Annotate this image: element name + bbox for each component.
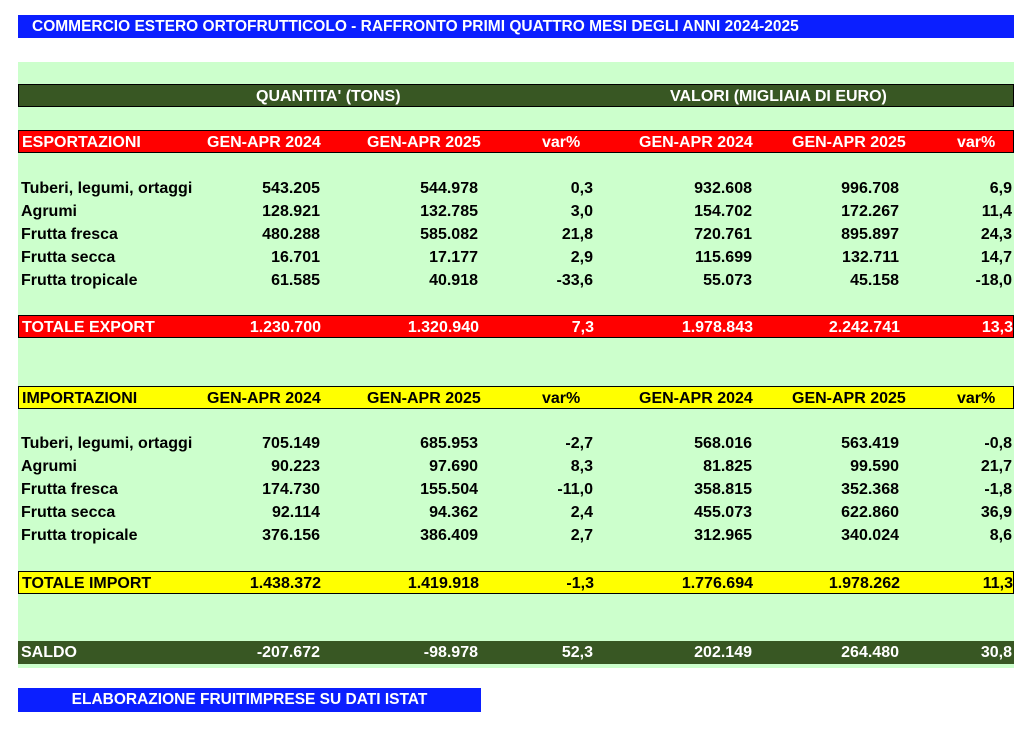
import-section-label: IMPORTAZIONI [22,390,138,407]
cell-q25: 17.177 [429,249,478,266]
row-label: Tuberi, legumi, ortaggi [21,435,193,452]
quantita-group-header: QUANTITA' (TONS) [256,88,401,105]
cell-v24: 115.699 [695,249,752,266]
table-row [18,432,1014,455]
col-header-vvar: var% [957,390,996,407]
col-header-qvar: var% [542,390,581,407]
col-header-v24: GEN-APR 2024 [639,390,753,407]
cell-vvar: 8,6 [989,527,1012,544]
cell-q25: 685.953 [420,435,478,452]
source-footer: ELABORAZIONE FRUITIMPRESE SU DATI ISTAT [18,688,481,712]
cell-vvar: -18,0 [975,272,1012,289]
import-header-row [18,386,1014,409]
cell-v24: 932.608 [694,180,752,197]
cell-qvar: 2,4 [570,504,593,521]
cell-v25: 895.897 [841,226,899,243]
row-label: Tuberi, legumi, ortaggi [21,180,193,197]
row-label: SALDO [21,644,77,661]
table-row [18,223,1014,246]
cell-v25: 172.267 [841,203,899,220]
col-header-v24: GEN-APR 2024 [639,134,753,151]
cell-qvar: -1,3 [566,575,594,592]
cell-q24: 61.585 [271,272,320,289]
table-row [18,455,1014,478]
cell-q24: 705.149 [262,435,320,452]
cell-v25: 264.480 [841,644,899,661]
col-header-q24: GEN-APR 2024 [207,134,321,151]
cell-qvar: -11,0 [557,481,593,498]
cell-v24: 202.149 [694,644,752,661]
cell-qvar: 7,3 [571,319,594,336]
cell-vvar: 6,9 [989,180,1012,197]
col-header-vvar: var% [957,134,996,151]
cell-q25: 1.419.918 [407,575,479,592]
cell-v25: 622.860 [841,504,899,521]
row-label: Frutta secca [21,249,116,266]
cell-q25: 386.409 [420,527,478,544]
cell-v25: 99.590 [850,458,899,475]
export-section-label: ESPORTAZIONI [22,134,141,151]
table-row [18,200,1014,223]
cell-q25: 40.918 [429,272,478,289]
cell-vvar: 24,3 [980,226,1012,243]
cell-v25: 352.368 [841,481,899,498]
cell-v25: 132.711 [842,249,899,266]
cell-q25: -98.978 [423,644,478,661]
cell-qvar: -2,7 [565,435,593,452]
cell-qvar: 2,9 [570,249,593,266]
cell-v24: 1.978.843 [681,319,753,336]
table-row [18,246,1014,269]
cell-q24: -207.672 [256,644,320,661]
export-header-row [18,130,1014,153]
cell-vvar: -0,8 [984,435,1012,452]
cell-q24: 90.223 [271,458,320,475]
cell-v25: 2.242.741 [828,319,900,336]
col-header-v25: GEN-APR 2025 [792,134,906,151]
cell-v24: 1.776.694 [681,575,753,592]
cell-qvar: 0,3 [570,180,593,197]
cell-v24: 312.965 [694,527,752,544]
group-header-row [18,84,1014,107]
cell-q24: 1.230.700 [249,319,321,336]
cell-qvar: 2,7 [570,527,593,544]
export-total-row [18,315,1014,338]
col-header-v25: GEN-APR 2025 [792,390,906,407]
cell-vvar: 36,9 [980,504,1012,521]
table-row [18,478,1014,501]
cell-v25: 340.024 [841,527,899,544]
cell-v25: 1.978.262 [828,575,900,592]
col-header-q24: GEN-APR 2024 [207,390,321,407]
cell-q24: 92.114 [271,504,320,521]
cell-v24: 154.702 [694,203,752,220]
cell-qvar: 52,3 [561,644,593,661]
cell-v24: 81.825 [703,458,752,475]
row-label: Frutta tropicale [21,527,138,544]
cell-v24: 455.073 [694,504,752,521]
row-label: TOTALE EXPORT [22,319,155,336]
cell-q24: 480.288 [262,226,320,243]
report-title: COMMERCIO ESTERO ORTOFRUTTICOLO - RAFFRONTO PRIMI QUATTRO MESI DEGLI ANNI 2024-2025 [18,15,1014,38]
cell-q25: 544.978 [420,180,478,197]
row-label: Frutta tropicale [21,272,138,289]
cell-vvar: 11,4 [981,203,1012,220]
cell-qvar: 3,0 [570,203,593,220]
cell-v24: 720.761 [694,226,752,243]
row-label: TOTALE IMPORT [22,575,152,592]
cell-qvar: 21,8 [561,226,593,243]
cell-vvar: 21,7 [980,458,1012,475]
cell-v25: 45.158 [850,272,899,289]
col-header-qvar: var% [542,134,581,151]
cell-v25: 996.708 [841,180,899,197]
cell-vvar: 11,3 [982,575,1013,592]
cell-vvar: 13,3 [981,319,1013,336]
import-total-row [18,571,1014,594]
row-label: Frutta fresca [21,481,118,498]
row-label: Frutta secca [21,504,116,521]
table-row [18,269,1014,292]
saldo-row [18,641,1014,664]
cell-v24: 358.815 [694,481,752,498]
cell-q25: 97.690 [429,458,478,475]
cell-q24: 16.701 [271,249,320,266]
valori-group-header: VALORI (MIGLIAIA DI EURO) [670,88,887,105]
row-label: Agrumi [21,203,77,220]
cell-q24: 174.730 [262,481,320,498]
cell-qvar: -33,6 [556,272,593,289]
cell-q24: 1.438.372 [249,575,321,592]
cell-vvar: 30,8 [980,644,1012,661]
cell-q24: 376.156 [262,527,320,544]
cell-q25: 1.320.940 [407,319,479,336]
cell-q25: 132.785 [420,203,478,220]
table-row [18,501,1014,524]
cell-vvar: -1,8 [984,481,1012,498]
cell-q24: 128.921 [262,203,320,220]
row-label: Frutta fresca [21,226,118,243]
cell-v24: 55.073 [703,272,752,289]
col-header-q25: GEN-APR 2025 [367,134,481,151]
row-label: Agrumi [21,458,77,475]
cell-q25: 585.082 [420,226,478,243]
cell-qvar: 8,3 [570,458,593,475]
col-header-q25: GEN-APR 2025 [367,390,481,407]
cell-v25: 563.419 [841,435,899,452]
cell-q25: 155.504 [420,481,478,498]
cell-q24: 543.205 [262,180,320,197]
table-row [18,177,1014,200]
cell-q25: 94.362 [429,504,478,521]
cell-v24: 568.016 [694,435,752,452]
table-row [18,524,1014,547]
cell-vvar: 14,7 [980,249,1012,266]
